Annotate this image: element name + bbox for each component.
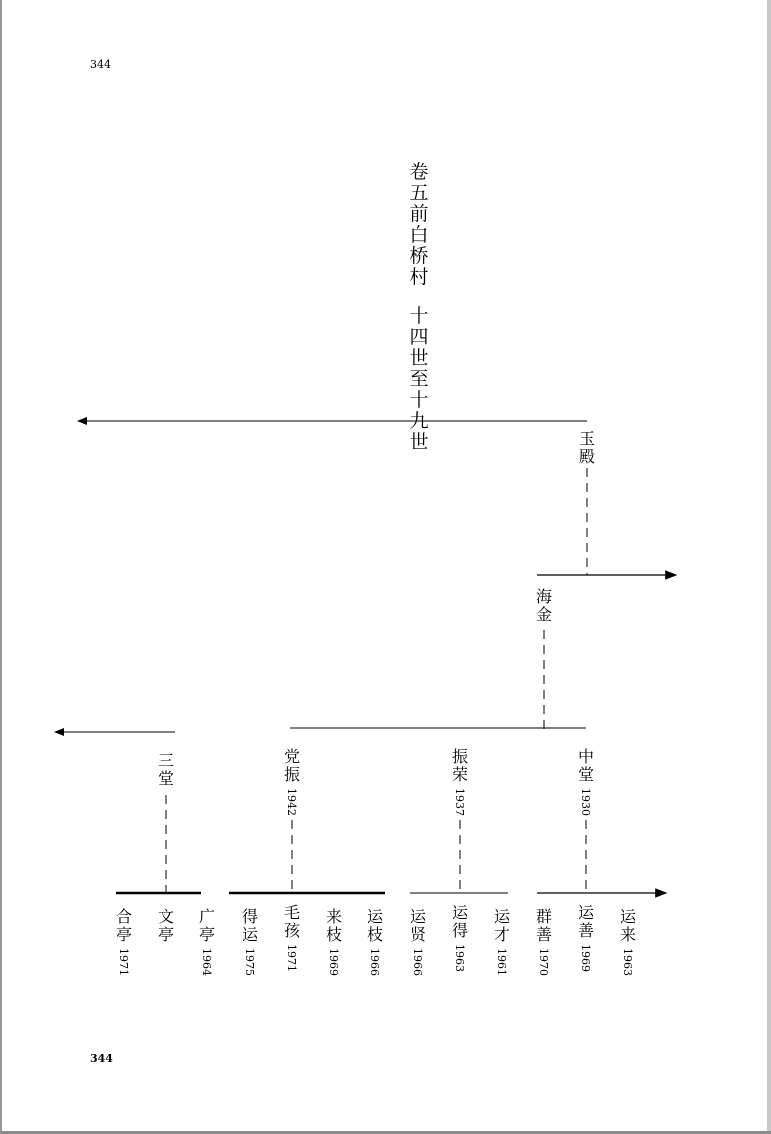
son-name-dangzhen: 党振: [283, 747, 300, 784]
son-name-zhongtang: 中堂: [577, 747, 594, 784]
son-name-zhenrong: 振荣: [451, 747, 468, 784]
grandson-year-yuncai: 1961: [495, 948, 508, 976]
person-yudian: 玉殿: [578, 429, 595, 466]
grandson-name-guangting: 广亭: [198, 907, 215, 944]
son-year-dangzhen: 1942: [285, 788, 298, 816]
grandson-name-yuncai: 运才: [493, 907, 510, 944]
grandson-year-deyun: 1975: [243, 948, 256, 976]
son-year-zhongtang: 1930: [579, 788, 592, 816]
title-volume: 卷五前白桥村: [409, 161, 429, 288]
person-haijin: 海金: [535, 587, 552, 624]
grandson-year-guangting: 1964: [200, 948, 213, 976]
grandson-name-yunxian: 运贤: [409, 907, 426, 944]
grandson-name-yunshan: 运善: [577, 903, 594, 940]
grandson-year-laizhi: 1969: [327, 948, 340, 976]
page-number-top: 344: [90, 58, 111, 71]
son-year-zhenrong: 1937: [453, 788, 466, 816]
grandson-name-qunshan: 群善: [535, 907, 552, 944]
son-name-santang: 三堂: [157, 751, 174, 788]
grandson-year-heting: 1971: [117, 948, 130, 976]
grandson-name-deyun: 得运: [241, 907, 258, 944]
grandson-name-heting: 合亭: [115, 907, 132, 944]
grandson-year-yunxian: 1966: [411, 948, 424, 976]
grandson-name-yunzhi: 运枝: [366, 907, 383, 944]
grandson-name-yunlai: 运来: [619, 907, 636, 944]
grandson-year-yunlai: 1963: [621, 948, 634, 976]
grandson-year-yunzhi: 1966: [368, 948, 381, 976]
grandson-year-yunshan: 1969: [579, 944, 592, 972]
grandson-name-yunde: 运得: [451, 903, 468, 940]
grandson-name-wenting: 文亭: [157, 907, 174, 944]
grandson-year-yunde: 1963: [453, 944, 466, 972]
grandson-name-laizhi: 来枝: [325, 907, 342, 944]
page-number-bottom: 344: [90, 1052, 113, 1065]
grandson-year-qunshan: 1970: [537, 948, 550, 976]
title-generations: 十四世至十九世: [409, 305, 429, 453]
grandson-name-maohai: 毛孩: [283, 903, 300, 940]
grandson-year-maohai: 1971: [285, 944, 298, 972]
